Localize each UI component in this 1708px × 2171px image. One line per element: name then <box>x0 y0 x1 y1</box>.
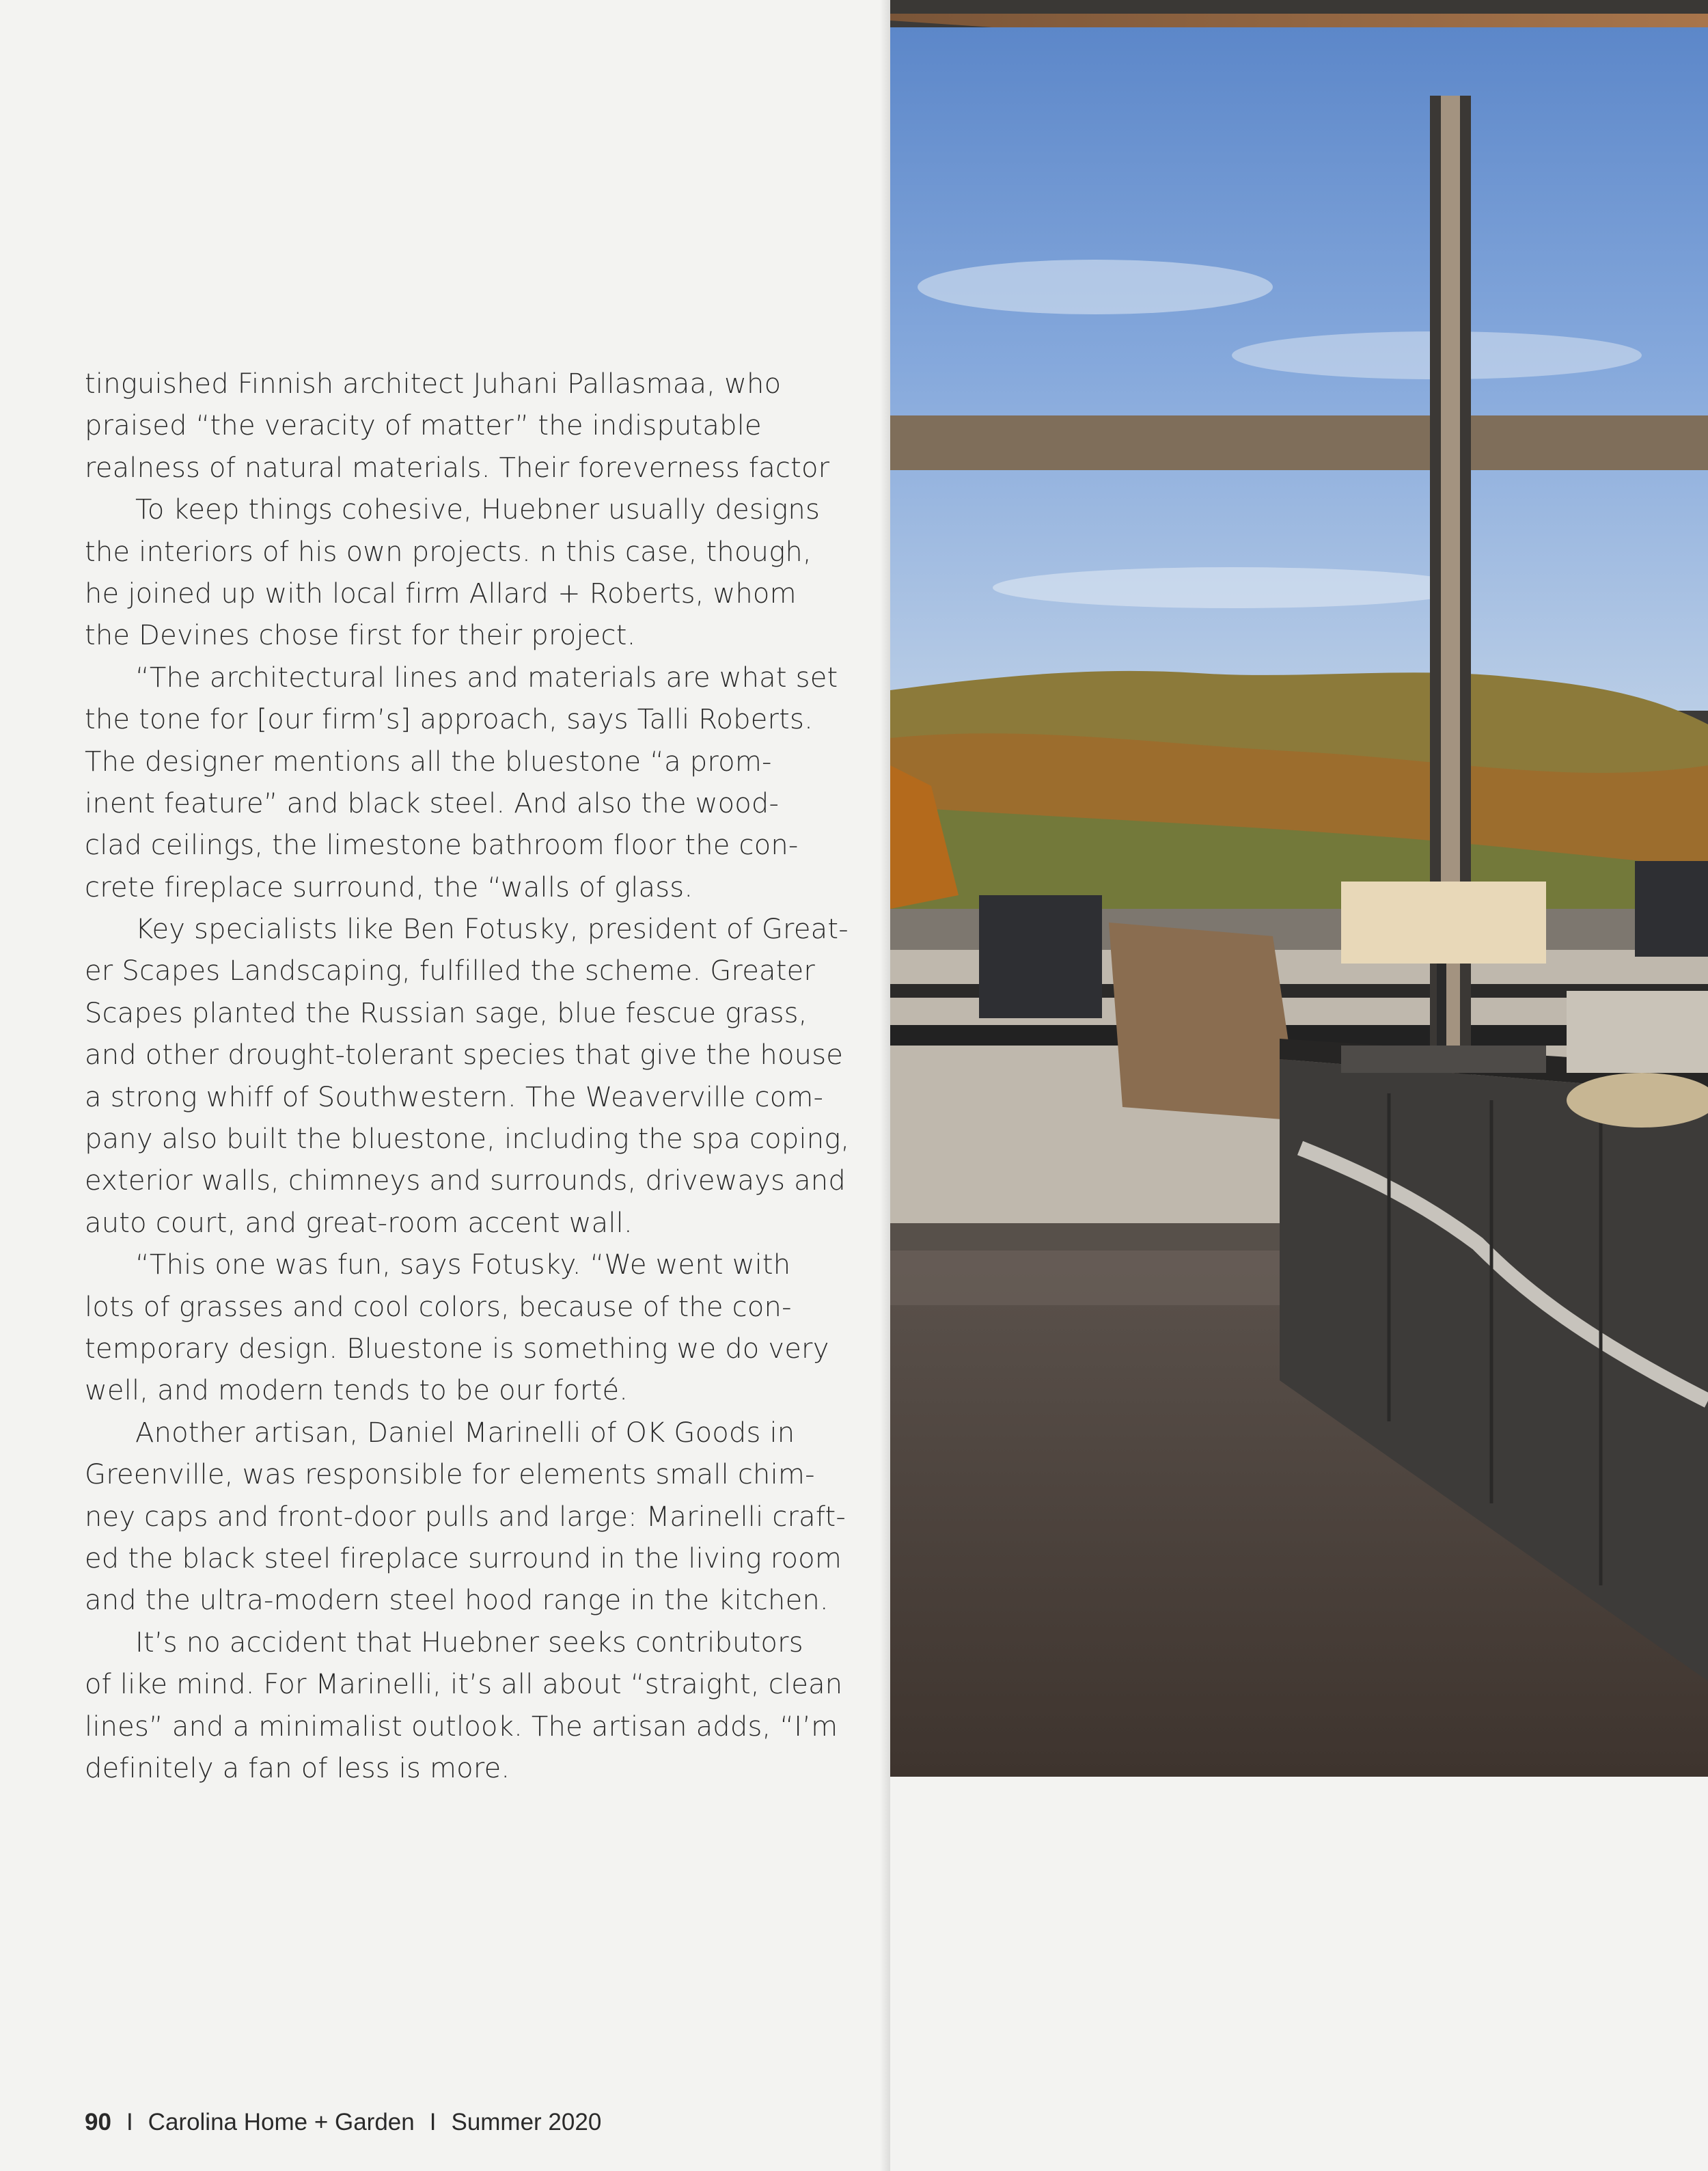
magazine-title: Carolina Home + Garden <box>148 2109 415 2135</box>
article-line: clad ceilings, the limestone bathroom floor the con- <box>85 830 799 862</box>
article-line: the Devines chose first for their project. <box>85 620 636 652</box>
table-lamp <box>1341 882 1546 964</box>
article-line: The designer mentions all the bluestone “a prom- <box>85 746 772 778</box>
article-line: auto court, and great-room accent wall. <box>85 1207 633 1239</box>
footer-separator: I <box>126 2109 133 2135</box>
page-gutter <box>880 0 890 2171</box>
article-line: exterior walls, chimneys and surrounds, driveways and <box>85 1165 846 1197</box>
article-line: Greenville, was responsible for elements small chim- <box>85 1459 815 1491</box>
article-line: lots of grasses and cool colors, because of the con- <box>85 1291 792 1323</box>
article-line: “This one was fun, says Fotusky. “We went with <box>135 1249 791 1281</box>
article-line: lines” and a minimalist outlook. The artisan adds, “I’m <box>85 1710 838 1743</box>
deck-chair <box>979 895 1102 1018</box>
article-line: crete fireplace surround, the “walls of glass. <box>85 871 693 903</box>
article-line: definitely a fan of less is more. <box>85 1752 510 1784</box>
interior-photo-icon <box>890 0 1708 1777</box>
page-footer <box>85 2109 601 2136</box>
article-line: To keep things cohesive, Huebner usually designs <box>135 494 821 526</box>
article-line: “The architectural lines and materials are what set <box>135 661 838 694</box>
article-line: Another artisan, Daniel Marinelli of OK Goods in <box>135 1417 795 1449</box>
article-body <box>85 364 850 1790</box>
article-line: he joined up with local firm Allard + Roberts, whom <box>85 577 797 610</box>
article-line: temporary design. Bluestone is something we do very <box>85 1333 829 1365</box>
article-line: realness of natural materials. Their foreverness factor <box>85 452 830 484</box>
article-line: of like mind. For Marinelli, it’s all about “straight, clean <box>85 1669 843 1701</box>
article-line: ney caps and front-door pulls and large: Marinelli craft- <box>85 1501 846 1533</box>
article-line: a strong whiff of Southwestern. The Weaverville com- <box>85 1081 824 1113</box>
article-line: inent feature” and black steel. And also the wood- <box>85 787 780 819</box>
article-line: and other drought-tolerant species that give the house <box>85 1039 844 1071</box>
article-line: pany also built the bluestone, including the spa coping, <box>85 1123 850 1156</box>
article-line: It’s no accident that Huebner seeks contributors <box>135 1626 803 1658</box>
article-line: praised “the veracity of matter” the indisputable <box>85 410 762 442</box>
article-line: Scapes planted the Russian sage, blue fescue grass, <box>85 997 808 1029</box>
article-line: the tone for [our firm’s] approach, says Talli Roberts. <box>85 704 813 736</box>
article-line: well, and modern tends to be our forté. <box>85 1375 629 1407</box>
article-line: and the ultra-modern steel hood range in the kitchen. <box>85 1585 829 1617</box>
issue-date: Summer 2020 <box>451 2109 602 2135</box>
article-line: Key specialists like Ben Fotusky, president of Great- <box>135 914 849 946</box>
interior-photo <box>890 0 1708 1777</box>
page-number: 90 <box>85 2109 111 2135</box>
article-line: ed the black steel fireplace surround in the living room <box>85 1542 842 1574</box>
article-line: the interiors of his own projects. n this case, though, <box>85 536 812 568</box>
footer-separator: I <box>429 2109 437 2135</box>
sofa <box>1567 991 1708 1073</box>
window-transom <box>890 415 1708 470</box>
deck-chair-wood <box>1109 923 1300 1121</box>
article-line: er Scapes Landscaping, fulfilled the scheme. Greater <box>85 955 816 987</box>
article-line: tinguished Finnish architect Juhani Pallasmaa, who <box>85 368 782 400</box>
